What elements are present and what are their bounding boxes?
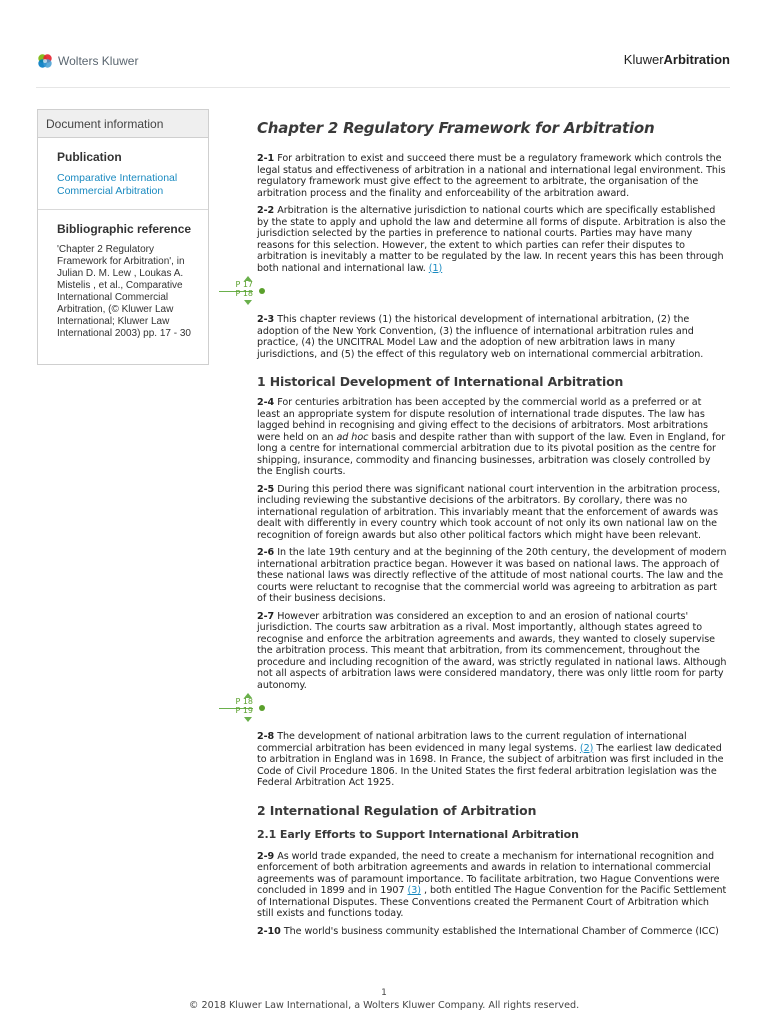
paragraph-text: In the late 19th century and at the beginning of the 20th century, the development of modern international arbitration practice began. However it was based on national laws. The approach of these national laws was directly reflective of the attitude of most national courts. The law and the courts were reluctant to recognise that the commercial world was agreeing to arbitration as part of their business decisions. bbox=[257, 547, 727, 604]
paragraph-text-cont: basis and despite rather than with support of the law. Even in England, for long a centre for international commercial arbitration due to its pivotal position as the centre for shipping, insurance, commodity and financing businesses, arbitration was closely controlled by the English courts. bbox=[257, 431, 726, 477]
brand-light: Kluwer bbox=[623, 52, 664, 67]
paragraph-2-6 bbox=[257, 547, 727, 605]
paragraph-2-4 bbox=[257, 397, 727, 478]
paragraph-number: 2-5 bbox=[257, 483, 275, 495]
copyright-notice: © 2018 Kluwer Law International, a Wolters Kluwer Company. All rights reserved. bbox=[188, 1000, 580, 1011]
paragraph-number: 2-9 bbox=[257, 850, 275, 862]
paragraph-text-cont: The earliest law dedicated to arbitration in England was in 1698. In France, the subject of arbitration was first included in the Code of Civil Procedure 1806. In the United States the first federal arbitration legislation was the Federal Arbitration Act 1925. bbox=[257, 742, 724, 788]
bibliographic-section bbox=[38, 209, 208, 352]
paragraph-2-9 bbox=[257, 851, 727, 920]
paragraph-2-10 bbox=[257, 926, 727, 938]
paragraph-number: 2-7 bbox=[257, 610, 275, 622]
paragraph-2-1 bbox=[257, 153, 727, 199]
footnote-link-3[interactable]: (3) bbox=[407, 885, 421, 896]
paragraph-number: 2-4 bbox=[257, 397, 275, 408]
page-footer bbox=[0, 988, 768, 1011]
paragraph-text: As world trade expanded, the need to create a mechanism for international recognition and enforcement of both arbitration agreements and awards in relation to international commercial agreements was of paramount importance. To facilitate arbitration, two Hague Conventions were concluded in 1899 and in 1907 bbox=[257, 850, 720, 896]
bibliographic-reference: 'Chapter 2 Regulatory Framework for Arbitration', in Julian D. M. Lew , Loukas A. Mistelis , et al., Comparative International Commercial Arbitration, (© Kluwer Law International; Kluwer Law International 2003) pp. 17 - 30 bbox=[57, 244, 191, 339]
page-marker-18-19 bbox=[235, 697, 727, 727]
paragraph-text: However arbitration was considered an exception to and an erosion of national courts' jurisdiction. The courts saw arbitration as a rival. Most importantly, although states agreed to recognise and enforce the arbitration agreements and awards, they wanted to closely supervise the arbitration process. This meant that arbitration, from its commencement, throughout the procedure and including recognition of the award, was strictly regulated in national laws. Although not all aspects of arbitration laws were considered mandatory, there was only little room for party autonomy. bbox=[257, 610, 727, 691]
paragraph-text: The development of national arbitration laws to the current regulation of international commercial arbitration has been evidenced in many legal systems. bbox=[257, 731, 687, 754]
page-marker-next: P 18 bbox=[235, 289, 253, 298]
paragraph-number: 2-3 bbox=[257, 314, 275, 325]
page-marker-17-18 bbox=[235, 280, 727, 310]
page-number: 1 bbox=[381, 988, 387, 998]
paragraph-text: The world's business community established the International Chamber of Commerce (ICC) bbox=[283, 925, 719, 937]
subsection-heading-2-1: 2.1 Early Efforts to Support International Arbitration bbox=[257, 827, 579, 841]
paragraph-text: For centuries arbitration has been accepted by the commercial world as a preferred or at least an appropriate system for dispute resolution of international trade disputes. The law has lagged behind in recognising and giving effect to the decisions of arbitrators. Most arbitrations were held on an bbox=[257, 397, 708, 443]
panel-title: Document information bbox=[38, 110, 208, 138]
paragraph-text-cont: , both entitled The Hague Convention for the Pacific Settlement of International Disputes. These Conventions created the Permanent Court of Arbitration which still exists and functions today. bbox=[257, 885, 727, 919]
paragraph-number: 2-6 bbox=[257, 547, 275, 558]
publication-section bbox=[38, 138, 208, 209]
kluwer-arbitration-brand[interactable] bbox=[624, 52, 730, 67]
document-information-panel bbox=[37, 109, 209, 365]
section-heading-1: 1 Historical Development of International Arbitration bbox=[257, 374, 624, 389]
paragraph-text: Arbitration is the alternative jurisdiction to national courts which are specifically established by the state to apply and uphold the law and determine all forms of dispute. Arbitration is also the jurisdiction selected by the parties in preference to national courts. Parties may have many reasons for this selection. However, the extent to which parties can refer their disputes to arbitration is inevitably a matter to be regulated by the law. In recent years this has been through both national and international law. bbox=[257, 205, 726, 274]
publication-label: Publication bbox=[57, 150, 122, 164]
section-heading-2: 2 International Regulation of Arbitration bbox=[257, 802, 537, 818]
page-break-dot-icon bbox=[259, 705, 265, 711]
paragraph-2-5 bbox=[257, 484, 727, 542]
arrow-down-icon bbox=[244, 300, 252, 305]
paragraph-2-8 bbox=[257, 731, 727, 789]
document-content bbox=[235, 119, 727, 943]
paragraph-number: 2-10 bbox=[257, 925, 281, 937]
paragraph-2-3 bbox=[257, 314, 727, 360]
chapter-title: Chapter 2 Regulatory Framework for Arbitration bbox=[257, 119, 655, 137]
paragraph-number: 2-2 bbox=[257, 205, 275, 216]
page-marker-next: P 19 bbox=[235, 706, 253, 715]
wolters-kluwer-logo[interactable] bbox=[36, 52, 138, 70]
paragraph-2-2 bbox=[257, 205, 727, 274]
paragraph-text: This chapter reviews (1) the historical development of international arbitration, (2) the adoption of the New York Convention, (3) the influence of international arbitration rules and practice, (4) the UNCITRAL Model Law and the adoption of new arbitration laws in many jurisdictions, and (5) the effect of this regulatory web on international commercial arbitration. bbox=[257, 314, 704, 360]
bibliographic-label: Bibliographic reference bbox=[57, 222, 192, 236]
paragraph-text: For arbitration to exist and succeed there must be a regulatory framework which controls the legal status and effectiveness of arbitration in a national and international legal environment. This regulatory framework must give effect to the agreement to arbitrate, the organisation of the arbitration process and the finality and enforceability of the arbitration award. bbox=[257, 153, 726, 199]
page-marker-labels bbox=[231, 280, 253, 298]
publication-link[interactable]: Comparative International Commercial Arbitration bbox=[57, 172, 178, 197]
top-bar bbox=[0, 0, 768, 90]
paragraph-number: 2-8 bbox=[257, 731, 275, 742]
brand-bold: Arbitration bbox=[663, 52, 730, 67]
wolters-kluwer-logo-icon bbox=[36, 52, 54, 70]
footnote-link-1[interactable]: (1) bbox=[428, 262, 443, 274]
italic-term: ad hoc bbox=[336, 431, 369, 443]
paragraph-number: 2-1 bbox=[257, 153, 275, 164]
logo-text: Wolters Kluwer bbox=[58, 54, 139, 68]
header-divider bbox=[36, 87, 730, 88]
paragraph-text: During this period there was significant national court intervention in the arbitration process, including reviewing the substantive decisions of the arbitrators. By corollary, there was no international regulation of arbitration. This invariably meant that the enforcement of awards was dealt with differently in every country which took account of not only its own national law on the recognition of foreign awards but also other political factors which might have been relevant. bbox=[257, 483, 721, 541]
arrow-down-icon bbox=[244, 717, 252, 722]
page-marker-labels bbox=[231, 697, 253, 715]
page-break-dot-icon bbox=[259, 288, 265, 294]
page-marker-prev: P 18 bbox=[235, 697, 253, 706]
paragraph-2-7 bbox=[257, 611, 727, 692]
footnote-link-2[interactable]: (2) bbox=[579, 742, 594, 754]
page-marker-prev: P 17 bbox=[235, 280, 253, 289]
